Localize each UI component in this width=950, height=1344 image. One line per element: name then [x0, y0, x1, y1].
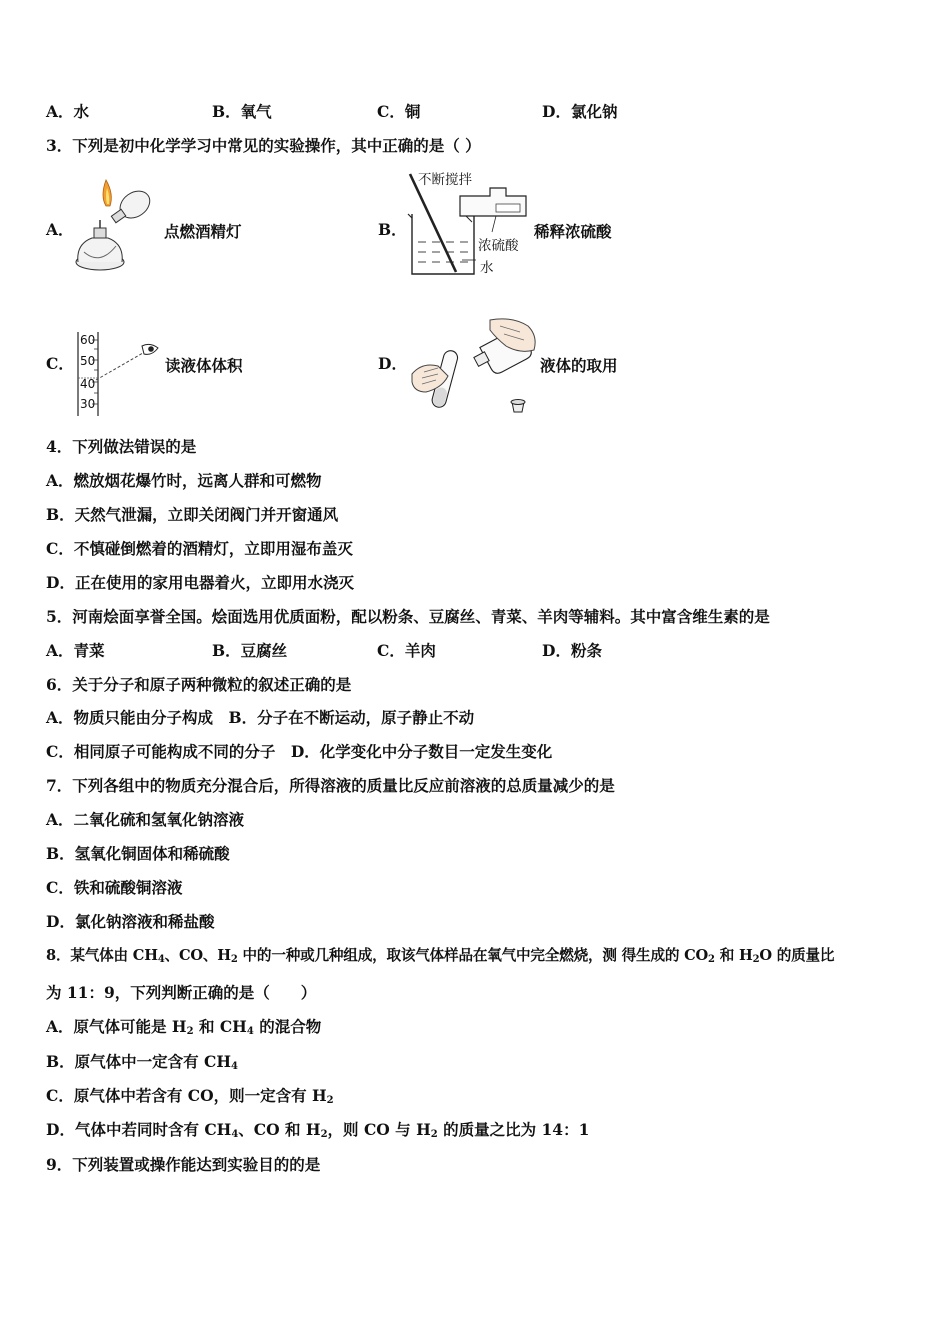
q8-stem: 8．某气体由 $CH_4$、CO、$H_2$ 中的一种或几种组成，取该气体样品在氧气中完全燃烧，测 得生成的 $CO_2$ 和 $H_2O$ 的质量比 — [46, 947, 835, 965]
q2-option-a: A．水 — [46, 102, 90, 121]
pour-liquid-figure — [408, 316, 540, 420]
q3-b-letter: B． — [378, 220, 407, 239]
q3-stem: 3．下列是初中化学学习中常见的实验操作，其中正确的是（ ） — [46, 136, 481, 155]
tick-50: 50 — [80, 354, 96, 368]
water-label: 水 — [480, 260, 494, 276]
stir-label: 不断搅拌 — [418, 172, 472, 188]
acid-label: 浓硫酸 — [478, 238, 519, 254]
q5-option-a: A．青菜 — [46, 641, 105, 660]
q6-options-cd: C．相同原子可能构成不同的分子 D．化学变化中分子数目一定发生变化 — [46, 742, 553, 761]
q9-stem: 9．下列装置或操作能达到实验目的的是 — [46, 1155, 321, 1174]
q5-option-d: D．粉条 — [542, 641, 602, 660]
q8-option-a: A．原气体可能是 $H_2$ 和 $CH_4$ 的混合物 — [46, 1017, 322, 1037]
q8-option-b: B．原气体中一定含有 $CH_4$ — [46, 1052, 238, 1072]
q8-stem-line2: 为 11：9，下列判断正确的是（ ） — [46, 983, 317, 1002]
q4-stem: 4．下列做法错误的是 — [46, 437, 197, 456]
q2-option-b: B．氧气 — [212, 102, 272, 121]
q2-option-d: D．氯化钠 — [542, 102, 618, 121]
q3-b-caption: 稀释浓硫酸 — [534, 222, 612, 241]
q4-option-a: A．燃放烟花爆竹时，远离人群和可燃物 — [46, 471, 322, 490]
q3-a-letter: A． — [46, 220, 74, 239]
q7-option-c: C．铁和硫酸铜溶液 — [46, 878, 183, 897]
q7-stem: 7．下列各组中的物质充分混合后，所得溶液的质量比反应前溶液的总质量减少的是 — [46, 776, 615, 795]
q5-option-b: B．豆腐丝 — [212, 641, 288, 660]
q2-option-c: C．铜 — [377, 102, 421, 121]
q3-c-letter: C． — [46, 354, 74, 373]
q3-d-caption: 液体的取用 — [540, 356, 618, 375]
tick-30: 30 — [80, 397, 96, 411]
q7-option-b: B．氢氧化铜固体和稀硫酸 — [46, 844, 230, 863]
q6-options-ab: A．物质只能由分子构成 B．分子在不断运动，原子静止不动 — [46, 708, 475, 727]
q3-d-letter: D． — [378, 354, 407, 373]
alcohol-lamp-figure — [70, 176, 162, 276]
q7-option-a: A．二氧化硫和氢氧化钠溶液 — [46, 810, 245, 829]
q5-stem: 5．河南烩面享誉全国。烩面选用优质面粉，配以粉条、豆腐丝、青菜、羊肉等辅料。其中富含维生素的是 — [46, 607, 770, 626]
q3-c-caption: 读液体体积 — [165, 356, 243, 375]
q5-option-c: C．羊肉 — [377, 641, 436, 660]
tick-60: 60 — [80, 333, 96, 347]
q6-stem: 6．关于分子和原子两种微粒的叙述正确的是 — [46, 675, 352, 694]
q8-option-d: D．气体中若同时含有 $CH_4$、CO 和 $H_2$，则 CO 与 $H_2$ 的质量之比为 14：1 — [46, 1120, 590, 1140]
q3-a-caption: 点燃酒精灯 — [164, 222, 242, 241]
q4-option-c: C．不慎碰倒燃着的酒精灯，立即用湿布盖灭 — [46, 539, 353, 558]
q7-option-d: D．氯化钠溶液和稀盐酸 — [46, 912, 215, 931]
q4-option-d: D．正在使用的家用电器着火，立即用水浇灭 — [46, 573, 354, 592]
q8-option-c: C．原气体中若含有 CO，则一定含有 $H_2$ — [46, 1086, 334, 1106]
tick-40: 40 — [80, 377, 96, 391]
q4-option-b: B．天然气泄漏，立即关闭阀门并开窗通风 — [46, 505, 339, 524]
